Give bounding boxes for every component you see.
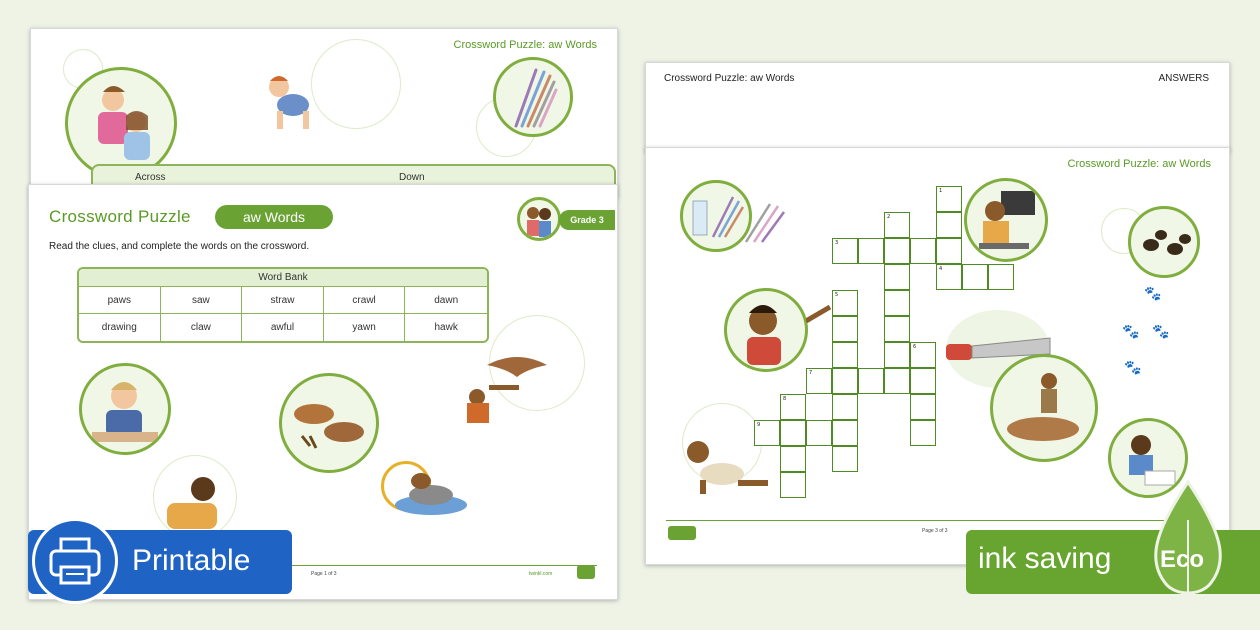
- printable-badge: [28, 530, 292, 594]
- grade-badge: Grade 3: [559, 210, 615, 230]
- computer-user-illustration: [964, 178, 1048, 262]
- printer-icon-ring: [32, 518, 118, 604]
- straws-extra-illustration: [740, 198, 790, 248]
- word-bank-cell: saw: [161, 287, 243, 314]
- crossword-cell: [858, 238, 884, 264]
- crossword-cell: 5: [832, 290, 858, 316]
- crossword-cell: [832, 368, 858, 394]
- printer-icon: [35, 521, 115, 601]
- across-label: Across: [135, 172, 166, 183]
- paw-print-icon: 🐾: [1144, 286, 1162, 302]
- crossword-cell: [988, 264, 1014, 290]
- word-bank-cell: dawn: [405, 287, 487, 314]
- paw-print-icon: 🐾: [1152, 324, 1170, 340]
- crossword-cell: [884, 290, 910, 316]
- paw-print-icon: 🐾: [1124, 360, 1142, 376]
- answers-inner-header: Crossword Puzzle: aw Words: [1067, 158, 1211, 170]
- answers-header-left: Crossword Puzzle: aw Words: [664, 73, 795, 84]
- page-number: Page 3 of 3: [922, 528, 948, 534]
- crossword-cell: [884, 264, 910, 290]
- answers-header-right: ANSWERS: [1158, 73, 1209, 84]
- footer-rule: [666, 520, 1209, 521]
- word-bank-cell: paws: [79, 287, 161, 314]
- word-bank-title: Word Bank: [79, 269, 487, 287]
- crossword-cell: [910, 394, 936, 420]
- crossword-cell: [780, 420, 806, 446]
- seal-fish-illustration: [381, 461, 501, 531]
- child-yawning-illustration: [159, 473, 229, 533]
- crossword-cell: [910, 420, 936, 446]
- baby-crawling-illustration: [259, 69, 329, 139]
- children-illustration: [65, 67, 177, 179]
- straws-illustration: [493, 57, 573, 137]
- logo-icon: [577, 565, 595, 579]
- logo-icon: [668, 526, 696, 540]
- crossword-cell: [832, 420, 858, 446]
- boy-drawing-illustration: [79, 363, 171, 455]
- word-bank-cell: crawl: [324, 287, 406, 314]
- crossword-cell: [780, 472, 806, 498]
- leaf-icon: [1146, 480, 1230, 610]
- down-label: Down: [399, 172, 425, 183]
- page-number: Page 1 of 3: [311, 571, 337, 577]
- crossword-cell: [884, 238, 910, 264]
- word-bank-cell: drawing: [79, 314, 161, 341]
- crossword-cell: [936, 212, 962, 238]
- logger-illustration: [990, 354, 1098, 462]
- crossword-cell: 4: [936, 264, 962, 290]
- child-waving-illustration: [724, 288, 808, 372]
- ink-saving-label: ink saving: [978, 542, 1112, 575]
- answers-top-page: [645, 62, 1230, 152]
- word-bank-cell: claw: [161, 314, 243, 341]
- word-bank-grid: [79, 287, 487, 341]
- eco-label: Eco: [1160, 546, 1205, 573]
- crossword-cell: [936, 238, 962, 264]
- word-bank-cell: hawk: [434, 322, 458, 333]
- crossword-cell: [910, 238, 936, 264]
- crossword-cell: [780, 446, 806, 472]
- site-label: twinkl.com: [529, 571, 553, 577]
- crossword-cell: 6: [910, 342, 936, 368]
- word-bank-cell: awful: [242, 314, 324, 341]
- grade-children-illustration: [517, 197, 561, 241]
- word-bank-cell: yawn: [324, 314, 406, 341]
- word-bank-cell: straw: [242, 287, 324, 314]
- crossword-cell: [806, 420, 832, 446]
- crossword-cell: 7: [806, 368, 832, 394]
- page-title: Crossword Puzzle: [49, 207, 191, 226]
- crossword-cell: [884, 368, 910, 394]
- topic-pill: aw Words: [215, 205, 333, 229]
- crossword-cell: 9: [754, 420, 780, 446]
- paws-illustration: [1128, 206, 1200, 278]
- crossword-cell: [910, 368, 936, 394]
- crossword-cell: [832, 394, 858, 420]
- crossword-cell: [832, 342, 858, 368]
- answers-page: [645, 147, 1230, 565]
- crossword-cell: [832, 446, 858, 472]
- claw-animals-illustration: [279, 373, 379, 473]
- crossword-cell: [832, 316, 858, 342]
- crossword-cell: 8: [780, 394, 806, 420]
- crossword-cell: [858, 368, 884, 394]
- crossword-cell: [884, 316, 910, 342]
- crossword-cell: [962, 264, 988, 290]
- instructions: Read the clues, and complete the words on the crossword.: [49, 241, 310, 252]
- crossword-cell: 1: [936, 186, 962, 212]
- crossword-cell: [884, 342, 910, 368]
- crossword-cell: 2: [884, 212, 910, 238]
- word-bank: [77, 267, 489, 343]
- paw-print-icon: 🐾: [1122, 324, 1140, 340]
- crossword-cell: 3: [832, 238, 858, 264]
- hawk-illustration: [457, 345, 577, 425]
- worksheet-back-page: [30, 28, 618, 198]
- back-page-header: Crossword Puzzle: aw Words: [453, 39, 597, 51]
- printable-label: Printable: [132, 544, 251, 577]
